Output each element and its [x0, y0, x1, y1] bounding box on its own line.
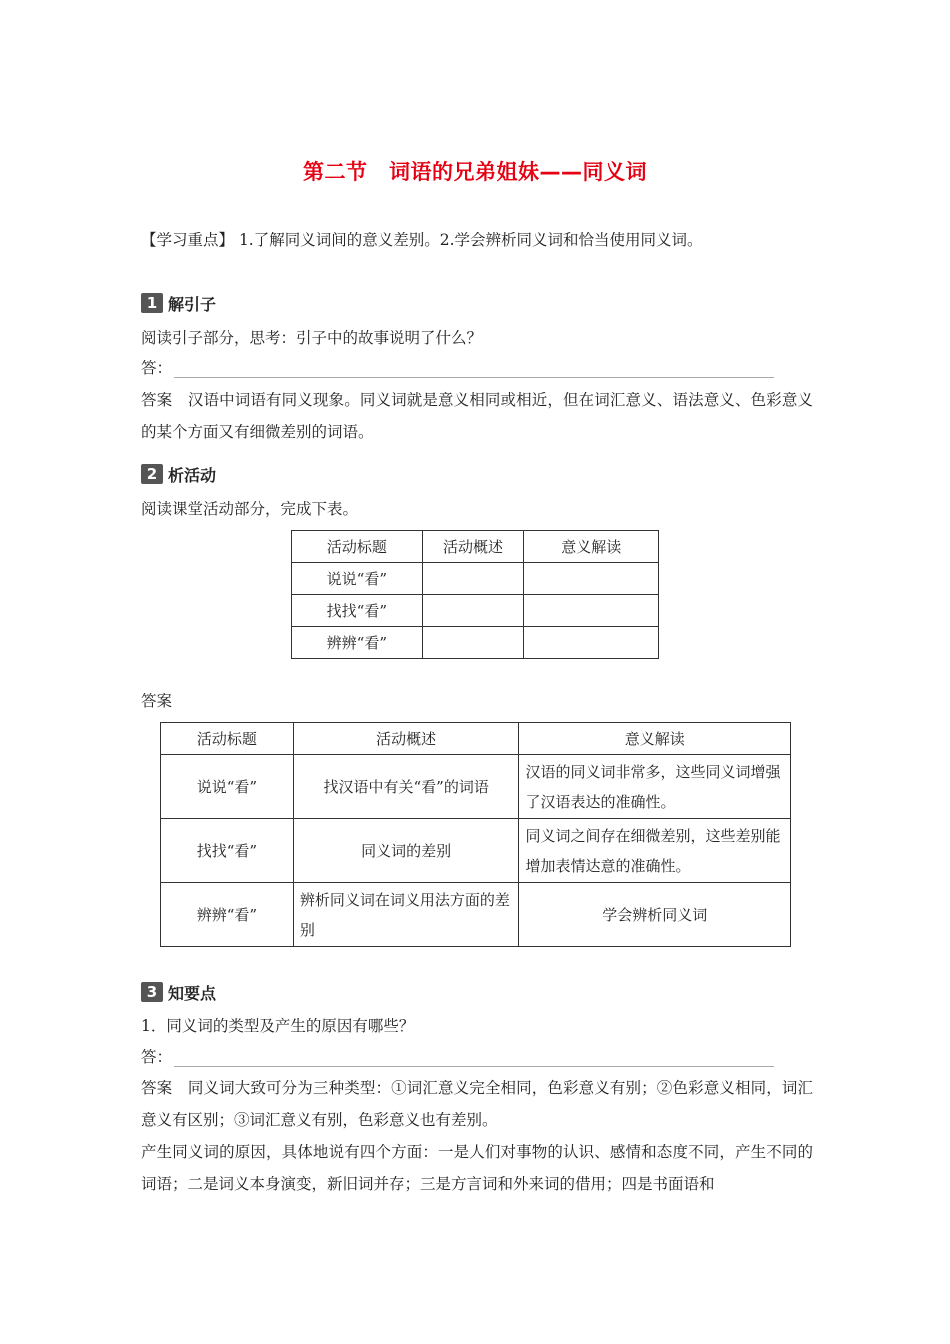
table-row [161, 819, 791, 883]
answer-table-cell: 学会辨析同义词 [519, 883, 791, 947]
section-1-answer-line [141, 358, 774, 378]
key-points-tag: 【学习重点】 [141, 231, 235, 249]
section-1-badge: 1 [141, 293, 163, 313]
blank-table-title-cell: 辨辨“看” [292, 627, 423, 659]
answer-table-cell: 辨辨“看” [161, 883, 294, 947]
table-row [292, 595, 659, 627]
answer-table-cell: 说说“看” [161, 755, 294, 819]
table-row [292, 563, 659, 595]
section-3-answer-line [141, 1047, 774, 1067]
answer-table-header: 活动概述 [293, 723, 519, 755]
section-1-heading [141, 292, 216, 314]
blank-table-header: 活动概述 [422, 531, 524, 563]
key-points [141, 230, 703, 250]
answer-table-cell: 辨析同义词在词义用法方面的差别 [293, 883, 519, 947]
answer-table-cell: 同义词的差别 [293, 819, 519, 883]
blank-table-input-cell[interactable] [524, 595, 659, 627]
section-3-badge: 3 [141, 982, 163, 1002]
answer-table-cell: 找汉语中有关“看”的词语 [293, 755, 519, 819]
key-points-text: 1.了解同义词间的意义差别。2.学会辨析同义词和恰当使用同义词。 [234, 231, 703, 249]
section-3-question: 1．同义词的类型及产生的原因有哪些？ [141, 1017, 415, 1035]
answer-table-cell: 找找“看” [161, 819, 294, 883]
section-2-title: 析活动 [168, 465, 217, 485]
section-3-answer-label: 答： [141, 1048, 173, 1066]
section-3-answer-blank[interactable] [174, 1052, 774, 1067]
section-1-answer-label: 答： [141, 359, 173, 377]
section-1-title: 解引子 [168, 294, 217, 314]
page-title: 第二节 词语的兄弟姐妹——同义词 [303, 160, 647, 184]
section-3-heading [141, 981, 216, 1003]
blank-table-header: 意义解读 [524, 531, 659, 563]
answer-table-cell: 汉语的同义词非常多，这些同义词增强了汉语表达的准确性。 [519, 755, 791, 819]
blank-activity-table [291, 530, 659, 659]
blank-table-input-cell[interactable] [524, 627, 659, 659]
table-row [161, 755, 791, 819]
table-row [292, 627, 659, 659]
blank-table-input-cell[interactable] [524, 563, 659, 595]
answer-table-cell: 同义词之间存在细微差别，这些差别能增加表情达意的准确性。 [519, 819, 791, 883]
blank-table-input-cell[interactable] [422, 627, 524, 659]
section-2-answer-label: 答案 [141, 692, 173, 710]
section-1-prompt: 阅读引子部分，思考：引子中的故事说明了什么？ [141, 329, 483, 347]
answer-table-header-row [161, 723, 791, 755]
section-3-title: 知要点 [168, 983, 217, 1003]
blank-table-title-cell: 说说“看” [292, 563, 423, 595]
answer-activity-table [160, 722, 791, 947]
section-1-answer-text: 答案 汉语中词语有同义现象。同义词就是意义相同或相近，但在词汇意义、语法意义、色彩意义的某个方面又有细微差别的词语。 [141, 391, 813, 441]
blank-table-title-cell: 找找“看” [292, 595, 423, 627]
blank-table-input-cell[interactable] [422, 563, 524, 595]
section-3-answer-text: 答案 同义词大致可分为三种类型：①词汇意义完全相同，色彩意义有别；②色彩意义相同，词汇意义有区别；③词汇意义有别，色彩意义也有差别。 [141, 1079, 813, 1129]
answer-table-header: 意义解读 [519, 723, 791, 755]
blank-table-input-cell[interactable] [422, 595, 524, 627]
blank-table-header: 活动标题 [292, 531, 423, 563]
section-1-answer-blank[interactable] [174, 363, 774, 378]
section-2-badge: 2 [141, 464, 163, 484]
section-2-heading [141, 463, 216, 485]
section-3-reason-text: 产生同义词的原因，具体地说有四个方面：一是人们对事物的认识、感情和态度不同，产生不同的词语；二是词义本身演变，新旧词并存；三是方言词和外来词的借用；四是书面语和 [141, 1143, 813, 1193]
answer-table-header: 活动标题 [161, 723, 294, 755]
section-2-prompt: 阅读课堂活动部分，完成下表。 [141, 500, 359, 518]
blank-table-header-row [292, 531, 659, 563]
table-row [161, 883, 791, 947]
